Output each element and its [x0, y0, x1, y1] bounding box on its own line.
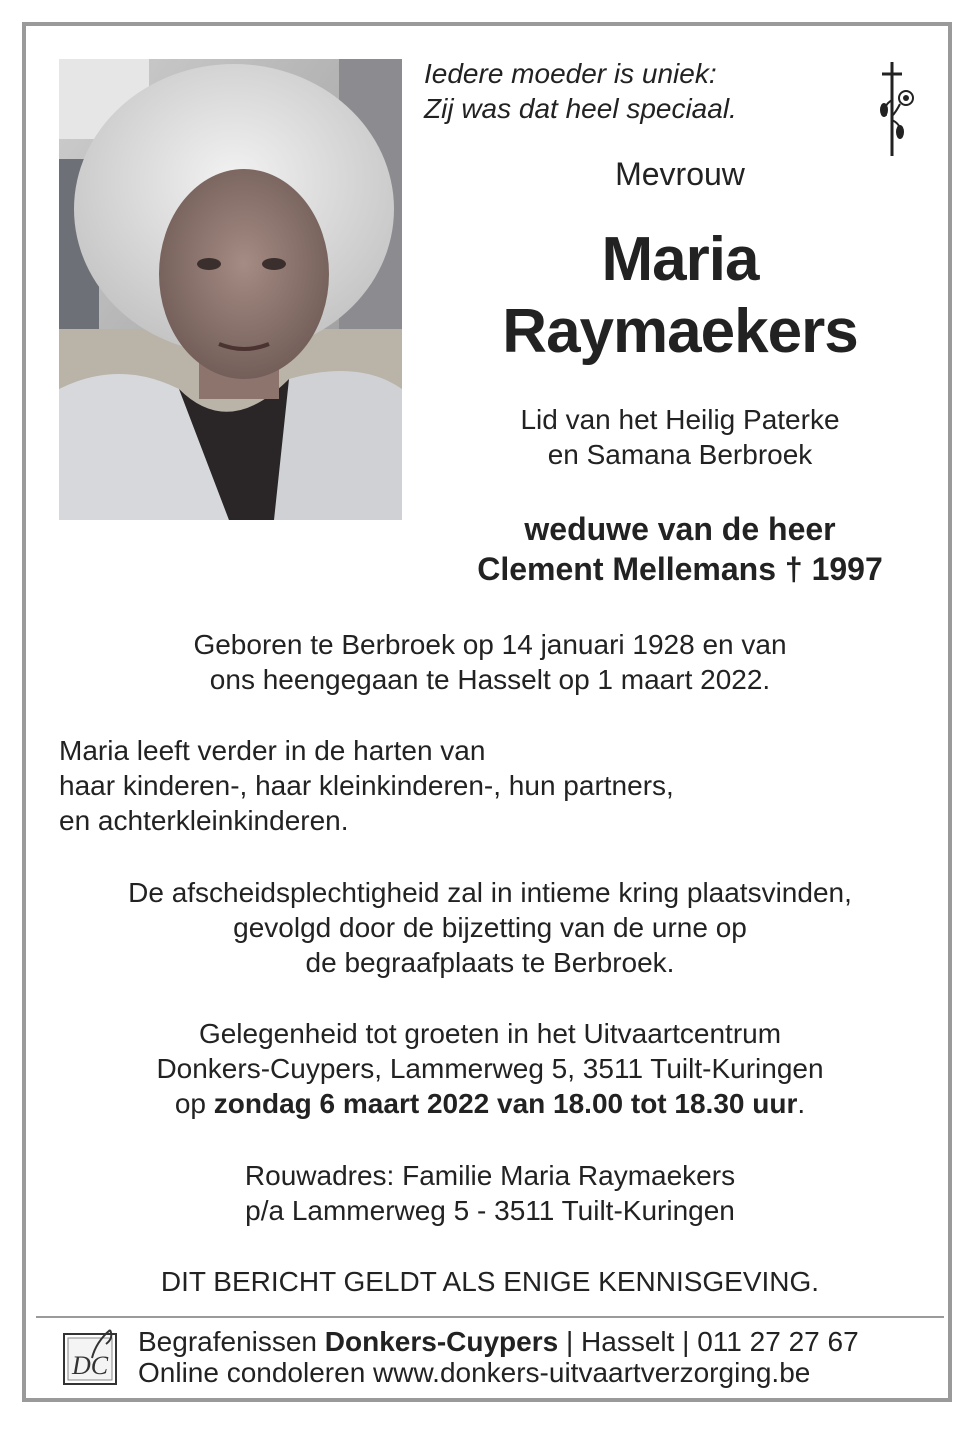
membership [420, 402, 940, 472]
funeral-home-logo [62, 1328, 122, 1388]
portrait-photo [59, 59, 402, 520]
mourning-address [40, 1158, 940, 1228]
ceremony-line-1: De afscheidsplechtigheid zal in intieme kring plaatsvinden, [128, 877, 852, 908]
visitation-line-3 [40, 1086, 940, 1121]
survivors-line-1: Maria leeft verder in de harten van [59, 735, 486, 766]
last-name: Raymaekers [502, 297, 858, 366]
footer-prefix: Begrafenissen [138, 1326, 325, 1357]
survivors-line-2: haar kinderen-, haar kleinkinderen-, hun partners, [59, 770, 674, 801]
birth-death-line-1: Geboren te Berbroek op 14 januari 1928 en van [193, 629, 787, 660]
ceremony-line-3: de begraafplaats te Berbroek. [305, 947, 675, 978]
footer-contact [138, 1326, 859, 1388]
visitation-suffix: . [797, 1088, 806, 1119]
birth-death-line-2: ons heengegaan te Hasselt op 1 maart 2022. [209, 664, 771, 695]
footer-location-phone: | Hasselt | 011 27 27 67 [558, 1326, 859, 1357]
widow-line-1: weduwe van de heer [524, 511, 836, 547]
membership-line-1: Lid van het Heilig Paterke [520, 404, 840, 435]
notice-statement: DIT BERICHT GELDT ALS ENIGE KENNISGEVING. [160, 1266, 820, 1297]
membership-line-2: en Samana Berbroek [547, 439, 813, 470]
footer-line-2: Online condoleren www.donkers-uitvaartverzorging.be [138, 1357, 811, 1388]
quote-line-1: Iedere moeder is uniek: [424, 58, 717, 89]
visitation-prefix: op [174, 1088, 214, 1119]
address-line-2: p/a Lammerweg 5 - 3511 Tuilt-Kuringen [245, 1195, 735, 1226]
widow-statement [420, 509, 940, 589]
visitation-line-2: Donkers-Cuypers, Lammerweg 5, 3511 Tuilt-Kuringen [156, 1053, 824, 1084]
footer-divider [36, 1316, 944, 1318]
widow-line-2: Clement Mellemans † 1997 [477, 551, 883, 587]
survivors-info [59, 733, 939, 838]
ceremony-info [40, 875, 940, 980]
logo-monogram: DC [71, 1351, 109, 1380]
survivors-line-3: en achterkleinkinderen. [59, 805, 349, 836]
address-line-1: Rouwadres: Familie Maria Raymaekers [244, 1160, 736, 1191]
footer-line-1 [138, 1326, 859, 1357]
birth-death-info [40, 627, 940, 697]
opening-quote [424, 56, 737, 126]
visitation-line-1: Gelegenheid tot groeten in het Uitvaartcentrum [198, 1018, 782, 1049]
honorific-title: Mevrouw [615, 156, 745, 192]
visitation-info [40, 1016, 940, 1121]
ceremony-line-2: gevolgd door de bijzetting van de urne op [233, 912, 747, 943]
cross-with-rose-icon [870, 60, 920, 160]
first-name: Maria [601, 225, 759, 294]
funeral-home-name: Donkers-Cuypers [324, 1326, 559, 1357]
deceased-name [420, 224, 940, 368]
visitation-datetime: zondag 6 maart 2022 van 18.00 tot 18.30 uur [213, 1088, 798, 1119]
quote-line-2: Zij was dat heel speciaal. [424, 93, 737, 124]
